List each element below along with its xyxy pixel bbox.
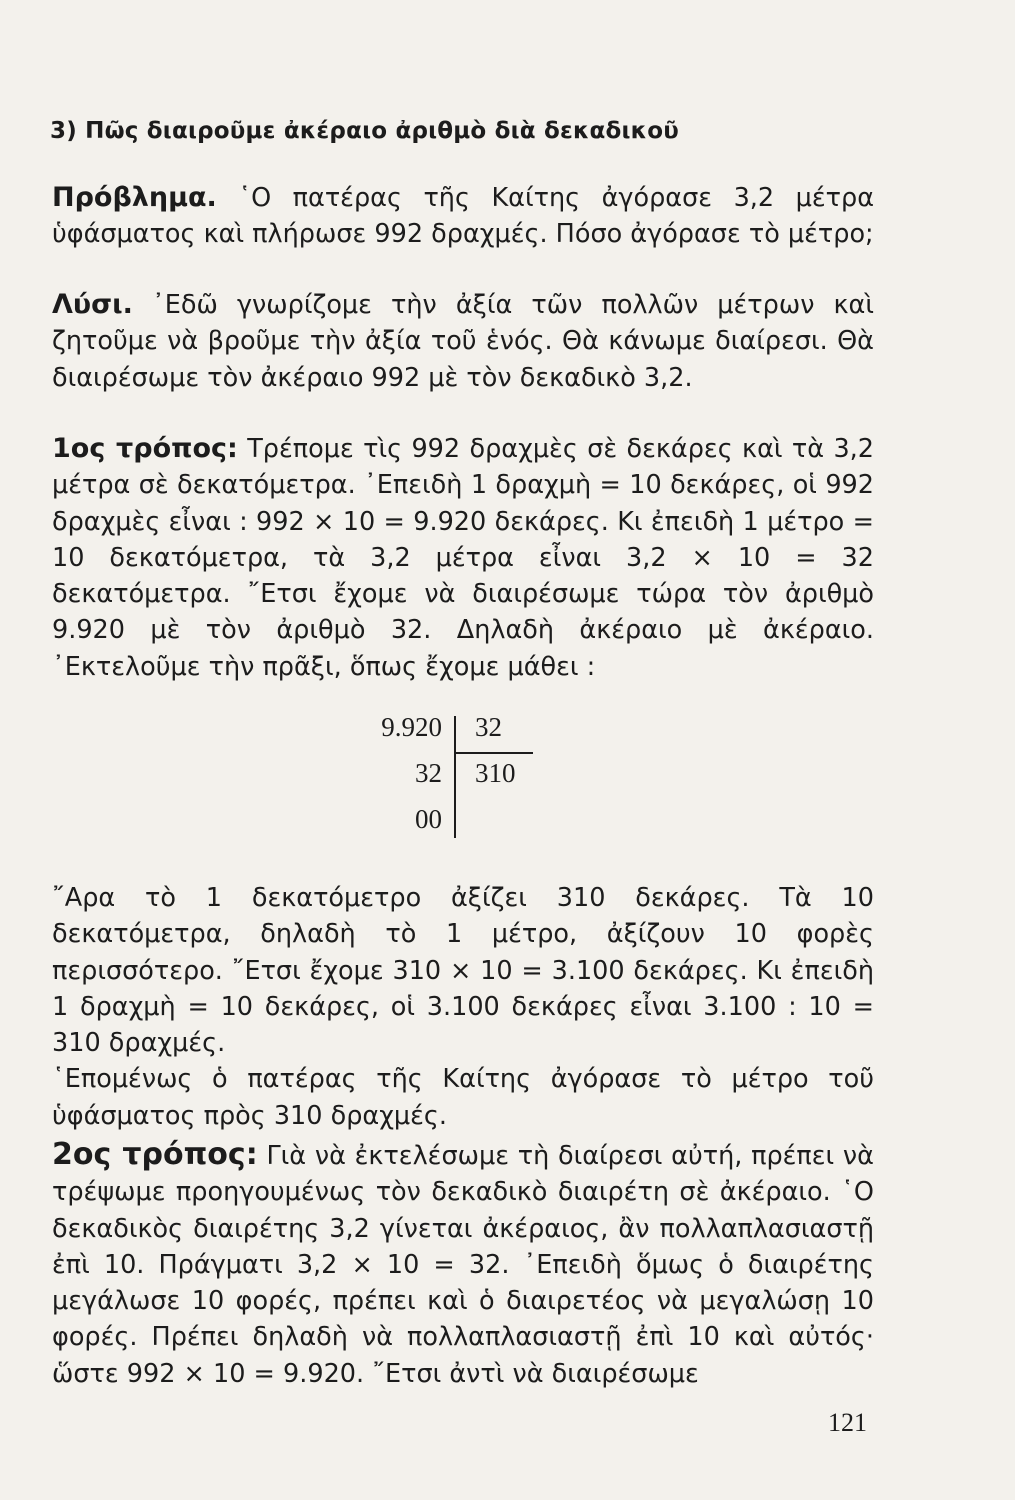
division-remainder: 00 (415, 804, 442, 834)
result-paragraph (52, 880, 874, 1134)
division-subtraction: 32 (415, 758, 442, 788)
method1-paragraph (52, 431, 874, 685)
division-dividend: 9.920 (381, 712, 442, 742)
division-divisor: 32 (475, 712, 502, 742)
solution-heading: Λύσι. (52, 289, 133, 320)
method2-paragraph (52, 1137, 874, 1392)
solution-paragraph (52, 287, 874, 396)
method1-text: Τρέπομε τὶς 992 δραχμὲς σὲ δεκάρες καὶ τὰ 3,2 μέτρα σὲ δεκατόμετρα. ᾿Επειδὴ 1 δραχμὴ = 10 δεκάρες, οἱ 992 δραχμὲς εἶναι : 992 × 10 = 9.920 δεκάρες. Κι ἐπειδὴ 1 μέτρο = 10 δεκατόμετρα, τὰ 3,2 μέτρα εἶναι 3,2 × 10 = 32 δεκατόμετρα. ῎Ετσι ἔχομε νὰ διαιρέσωμε τώρα τὸν ἀριθμὸ 9.920 μὲ τὸν ἀριθμὸ 32. Δηλαδὴ ἀκέραιο μὲ ἀκέραιο. ᾿Εκτελοῦμε τὴν πρᾶξι, ὅπως ἔχομε μάθει : (52, 434, 875, 682)
problem-text: ῾Ο πατέρας τῆς Καίτης ἀγόρασε 3,2 μέτρα ὑφάσματος καὶ πλήρωσε 992 δραχμές. Πόσο ἀγόρασε τὸ μέτρο; (52, 183, 875, 250)
division-horizontal-line (455, 752, 533, 754)
long-division (340, 712, 570, 842)
problem-heading: Πρόβλημα. (52, 182, 217, 213)
method2-text: Γιὰ νὰ ἐκτελέσωμε τὴ διαίρεσι αὐτή, πρέπει νὰ τρέψωμε προηγουμένως τὸν δεκαδικὸ διαιρέτη σὲ ἀκέραιο. ῾Ο δεκαδικὸς διαιρέτης 3,2 γίνεται ἀκέραιος, ἂν πολλαπλασιαστῇ ἐπὶ 10. Πράγματι 3,2 × 10 = 32. ᾿Επειδὴ ὅμως ὁ διαιρέτης μεγάλωσε 10 φορές, πρέπει καὶ ὁ διαιρετέος νὰ μεγαλώσῃ 10 φορές. Πρέπει δηλαδὴ νὰ πολλαπλασιαστῇ ἐπὶ 10 καὶ αὐτός· ὥστε 992 × 10 = 9.920. ῎Ετσι ἀντὶ νὰ διαιρέσωμε (52, 1141, 874, 1389)
method2-heading: 2ος τρόπος: (52, 1137, 258, 1172)
result-text: ῎Αρα τὸ 1 δεκατόμετρο ἀξίζει 310 δεκάρες. Τὰ 10 δεκατόμετρα, δηλαδὴ τὸ 1 μέτρο, ἀξίζουν 10 φορὲς περισσότερο. ῎Ετσι ἔχομε 310 × 10 = 3.100 δεκάρες. Κι ἐπειδὴ 1 δραχμὴ = 10 δεκάρες, οἱ 3.100 δεκάρες εἶναι 3.100 : 10 = 310 δραχμές. (52, 883, 874, 1059)
solution-text: ᾿Εδῶ γνωρίζομε τὴν ἀξία τῶν πολλῶν μέτρων καὶ ζητοῦμε νὰ βροῦμε τὴν ἀξία τοῦ ἑνός. Θὰ κάνωμε διαίρεσι. Θὰ διαιρέσωμε τὸν ἀκέραιο 992 μὲ τὸν δεκαδικὸ 3,2. (52, 290, 874, 393)
section-title: 3) Πῶς διαιροῦμε ἀκέραιο ἀριθμὸ διὰ δεκαδικοῦ (50, 118, 679, 144)
division-quotient: 310 (475, 758, 516, 788)
page-number: 121 (828, 1408, 867, 1437)
problem-paragraph (52, 180, 874, 253)
conclusion-text: ῾Επομένως ὁ πατέρας τῆς Καίτης ἀγόρασε τὸ μέτρο τοῦ ὑφάσματος πρὸς 310 δραχμές. (52, 1064, 874, 1131)
division-vertical-line (454, 716, 456, 838)
method1-heading: 1ος τρόπος: (52, 433, 238, 464)
